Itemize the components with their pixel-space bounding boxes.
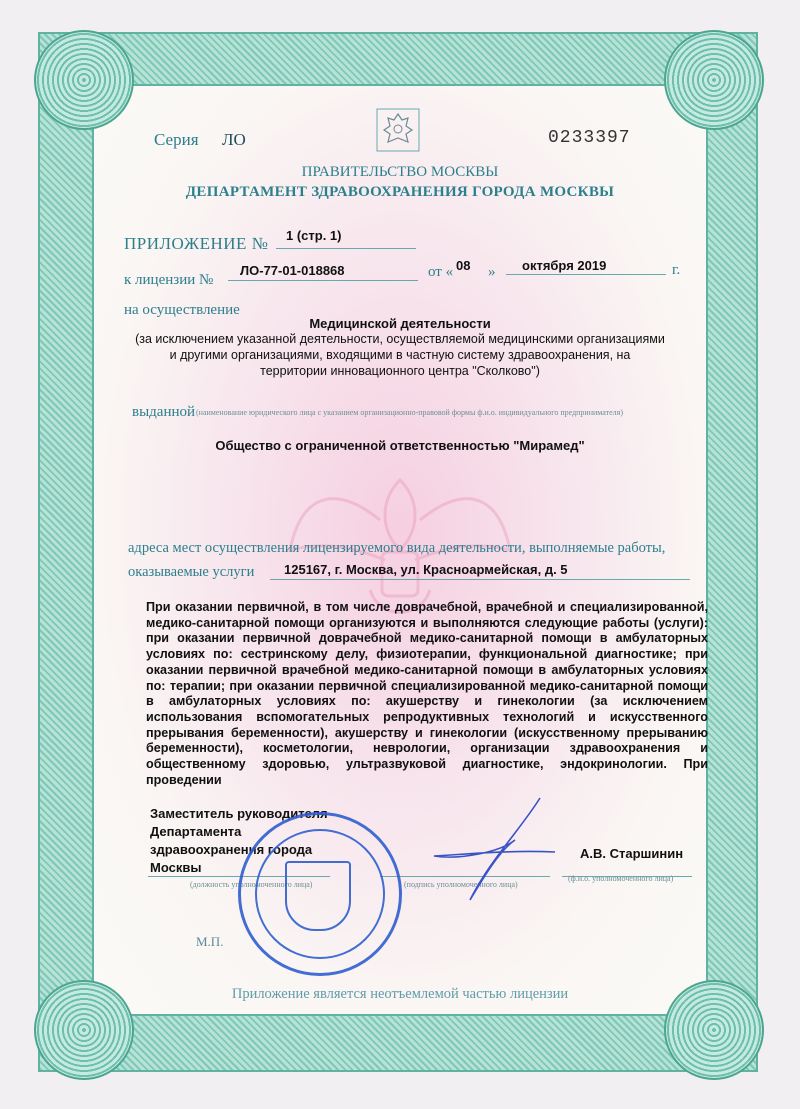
corner-rosette-bottom-right	[664, 980, 764, 1080]
activity-line-2: и другими организациями, входящими в частную систему здравоохранения, на	[169, 348, 631, 362]
signatory-name: А.В. Старшинин	[580, 846, 684, 861]
date-from-label: от «	[428, 264, 454, 280]
appendix-number: 1 (стр. 1)	[286, 228, 342, 243]
signature-hint: (подпись уполномоченного лица)	[404, 880, 518, 889]
date-month-year: октября 2019	[522, 258, 607, 273]
license-underline	[228, 280, 418, 281]
activity-line-3: территории инновационного центра "Сколково")	[260, 364, 540, 378]
department-title: ДЕПАРТАМЕНТ ЗДРАВООХРАНЕНИЯ ГОРОДА МОСКВЫ	[185, 184, 615, 200]
corner-rosette-top-right	[664, 30, 764, 130]
date-underline	[506, 274, 666, 275]
activity-title: Медицинской деятельности	[309, 316, 491, 331]
date-day-close: »	[488, 264, 496, 280]
official-stamp	[238, 812, 402, 976]
appendix-underline	[276, 248, 416, 249]
address-underline	[270, 579, 690, 580]
services-text: При оказании первичной, в том числе доврачебной, врачебной и специализированной, медико-санитарной помощи организуются и выполняются следующие работы (услуги): при оказании первичной доврачебной медико-санитарной помощи в амбулаторных условиях по: сестринскому делу, физиотерапии, функциональной диагностике; при оказании первичной врачебной медико-санитарной помощи в амбулаторных условиях по: терапии; при оказании первичной специализированной медико-санитарной помощи в амбулаторных условиях по: акушерству и гинекологии (за исключением использования вспомогательных репродуктивных технологий и искусственного прерывания беременности), акушерству и гинекологии (искусственному прерыванию беременности), косметологии, неврологии, организации здравоохранения и общественному здоровью, ультразвуковой диагностике, эндокринологии. При проведении	[146, 600, 708, 787]
corner-rosette-top-left	[34, 30, 134, 130]
organization-name: Общество с ограниченной ответственностью "Мирамед"	[215, 438, 585, 453]
handwritten-signature	[430, 790, 560, 920]
issued-hint: (наименование юридического лица с указанием организационно-правовой формы ф.и.о. индивидуального предпринимателя)	[196, 408, 623, 417]
signatory-position-line-2: Департамента	[150, 824, 242, 839]
moscow-coat-of-arms-icon	[285, 861, 351, 931]
footer-note: Приложение является неотъемлемой частью лицензии	[231, 986, 569, 1002]
license-label: к лицензии №	[124, 272, 214, 288]
date-day: 08	[456, 258, 471, 273]
seal-label: М.П.	[196, 934, 224, 949]
appendix-label: ПРИЛОЖЕНИЕ №	[124, 234, 269, 253]
address-label-line-2: оказываемые услуги	[128, 564, 255, 580]
activity-label: на осуществление	[124, 302, 240, 318]
year-suffix: г.	[672, 262, 681, 278]
position-hint: (должность уполномоченного лица)	[190, 880, 313, 889]
address-label-line-1: адреса мест осуществления лицензируемого вида деятельности, выполняемые работы,	[128, 540, 666, 556]
form-number: 0233397	[548, 128, 631, 148]
corner-rosette-bottom-left	[34, 980, 134, 1080]
issued-label: выданной	[132, 404, 196, 420]
series-value: ЛО	[222, 130, 246, 149]
government-title: ПРАВИТЕЛЬСТВО МОСКВЫ	[301, 164, 499, 180]
signatory-position-line-4: Москвы	[150, 860, 202, 875]
coat-of-arms-icon	[376, 108, 420, 152]
signatory-position-line-3: здравоохранения города	[150, 842, 313, 857]
address-value: 125167, г. Москва, ул. Красноармейская, д. 5	[284, 562, 568, 577]
name-hint: (ф.и.о. уполномоченного лица)	[568, 874, 674, 883]
activity-line-1: (за исключением указанной деятельности, осуществляемой медицинскими организациями	[135, 332, 665, 346]
license-number: ЛО-77-01-018868	[240, 263, 345, 278]
series-label: Серия	[154, 130, 199, 149]
signatory-position-line-1: Заместитель руководителя	[150, 806, 328, 821]
